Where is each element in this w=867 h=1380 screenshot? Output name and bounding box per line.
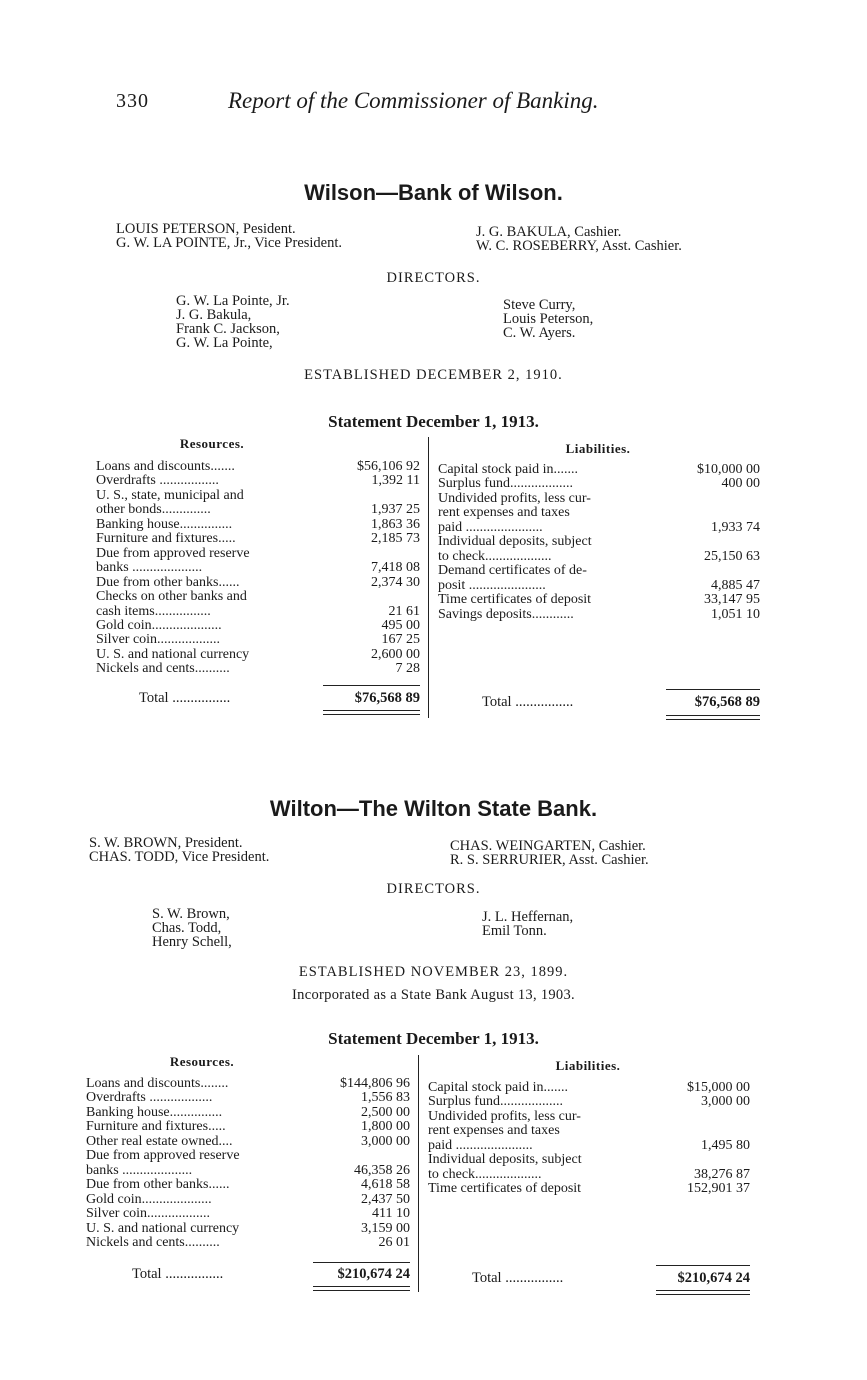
ledger-label: Demand certificates of de-	[438, 563, 587, 579]
ledger-row	[96, 518, 420, 532]
ledger-amount: $10,000 00	[697, 462, 760, 477]
running-head	[0, 88, 867, 118]
double-rule	[656, 1294, 750, 1295]
ledger-label: Overdrafts ..................	[86, 1090, 213, 1106]
ledger-label: Capital stock paid in.......	[428, 1080, 568, 1095]
ledger-label: other bonds..............	[96, 502, 211, 518]
ledger-amount: $56,106 92	[357, 459, 420, 474]
ledger-label: Due from other banks......	[86, 1177, 230, 1193]
resources-total	[132, 1266, 410, 1282]
ledger-amount: 1,937 25	[371, 502, 420, 518]
ledger-label: Savings deposits............	[438, 606, 574, 622]
incorporated-line: Incorporated as a State Bank August 13, 1903.	[292, 987, 575, 1003]
ledger-label: Time certificates of deposit	[428, 1181, 582, 1197]
ledger-label: to check...................	[438, 548, 552, 564]
resources-heading: Resources.	[169, 1054, 235, 1069]
established-line: ESTABLISHED DECEMBER 2, 1910.	[304, 367, 563, 383]
ledger-amount: 1,800 00	[361, 1119, 410, 1135]
ledger-row	[428, 1095, 750, 1109]
ledger-row	[86, 1207, 410, 1221]
director: G. W. La Pointe, Jr.	[176, 293, 290, 309]
ledger-row	[438, 477, 760, 491]
ledger-amount: 411 10	[372, 1206, 410, 1222]
ledger-amount: 495 00	[381, 617, 420, 633]
ledger-amount: 167 25	[381, 632, 420, 648]
ledger-row	[86, 1222, 410, 1236]
bank-title: Wilson—Bank of Wilson.	[304, 180, 563, 205]
ledger-row	[438, 492, 760, 506]
liabilities-total	[482, 694, 760, 710]
ledger-label: Time certificates of deposit	[438, 592, 592, 608]
liabilities-total	[472, 1270, 750, 1286]
ledger-amount: $144,806 96	[340, 1076, 410, 1091]
officer-cashier: J. G. BAKULA, Cashier.	[476, 224, 622, 240]
ledger-amount: 3,000 00	[361, 1133, 410, 1149]
ledger-row	[96, 633, 420, 647]
ledger-amount: 1,495 80	[701, 1137, 750, 1153]
ledger-row	[86, 1091, 410, 1105]
ledger-label: Due from approved reserve	[96, 545, 250, 561]
ledger-row	[438, 506, 760, 520]
ledger-label: Gold coin....................	[96, 617, 222, 633]
ledger-label: banks ....................	[86, 1162, 193, 1178]
ledger-label: U. S. and national currency	[86, 1220, 240, 1236]
ledger-label: Surplus fund..................	[438, 476, 573, 492]
ledger-amount: 1,392 11	[371, 473, 420, 489]
ledger-amount: 7 28	[395, 661, 420, 677]
ledger-row	[96, 648, 420, 662]
ledger-label: Furniture and fixtures.....	[96, 531, 236, 547]
liabilities-heading: Liabilities.	[555, 1058, 621, 1073]
ledger-label: Nickels and cents..........	[86, 1234, 220, 1250]
ledger-row	[438, 521, 760, 535]
rule	[323, 685, 420, 686]
ledger-label: Furniture and fixtures.....	[86, 1119, 226, 1135]
double-rule	[656, 1290, 750, 1291]
ledger-row	[428, 1081, 750, 1095]
ledger-label: Checks on other banks and	[96, 589, 247, 605]
rule	[656, 1265, 750, 1266]
officer-president: S. W. BROWN, President.	[89, 835, 243, 851]
ledger-amount: 25,150 63	[704, 548, 760, 564]
ledger-row	[428, 1182, 750, 1196]
resources-heading: Resources.	[179, 436, 245, 451]
ledger-amount: 21 61	[388, 603, 420, 619]
column-divider	[418, 1055, 419, 1292]
total-label: Total ................	[472, 1270, 564, 1286]
ledger-amount: 4,618 58	[361, 1177, 410, 1193]
ledger-label: Banking house...............	[96, 516, 233, 532]
running-title: Report of the Commissioner of Banking.	[228, 88, 599, 113]
ledger-amount: 1,933 74	[711, 519, 760, 535]
ledger-row	[96, 489, 420, 503]
total-label: Total ................	[139, 690, 231, 706]
ledger-amount: 152,901 37	[687, 1181, 750, 1197]
director: Louis Peterson,	[503, 311, 594, 327]
director: S. W. Brown,	[152, 906, 230, 922]
ledger-label: Individual deposits, subject	[428, 1152, 582, 1168]
officer-vice-president: CHAS. TODD, Vice President.	[89, 849, 270, 865]
ledger-row	[96, 590, 420, 604]
ledger-row	[428, 1124, 750, 1138]
officer-president: LOUIS PETERSON, Pesident.	[116, 221, 296, 237]
established-line: ESTABLISHED NOVEMBER 23, 1899.	[298, 964, 569, 980]
ledger-label: Undivided profits, less cur-	[438, 490, 591, 506]
ledger-label: Individual deposits, subject	[438, 534, 592, 550]
ledger-amount: 2,185 73	[371, 531, 420, 547]
ledger-label: Other real estate owned....	[86, 1133, 233, 1149]
ledger-label: Loans and discounts........	[86, 1076, 229, 1091]
double-rule	[313, 1286, 410, 1287]
ledger-row	[86, 1164, 410, 1178]
ledger-row	[96, 605, 420, 619]
total-amount: $76,568 89	[354, 690, 420, 706]
ledger-label: Gold coin....................	[86, 1191, 212, 1207]
ledger-amount: 2,500 00	[361, 1104, 410, 1120]
ledger-row	[438, 463, 760, 477]
ledger-amount: 3,000 00	[701, 1094, 750, 1110]
ledger-row	[438, 608, 760, 622]
ledger-row	[428, 1153, 750, 1167]
ledger-label: Undivided profits, less cur-	[428, 1108, 581, 1124]
director: Chas. Todd,	[152, 920, 222, 936]
ledger-amount: 4,885 47	[711, 577, 760, 593]
ledger-label: U. S. and national currency	[96, 646, 250, 662]
ledger-label: Silver coin..................	[96, 632, 221, 648]
ledger-row	[86, 1193, 410, 1207]
ledger-row	[428, 1110, 750, 1124]
ledger-row	[96, 460, 420, 474]
ledger-label: banks ....................	[96, 560, 203, 576]
ledger-row	[438, 593, 760, 607]
director: C. W. Ayers.	[503, 325, 576, 341]
director: Henry Schell,	[152, 934, 232, 950]
directors-heading: DIRECTORS.	[386, 270, 481, 286]
page-number: 330	[116, 90, 149, 112]
ledger-row	[86, 1149, 410, 1163]
ledger-amount: 400 00	[721, 476, 760, 492]
double-rule	[666, 715, 760, 716]
ledger-row	[86, 1077, 410, 1091]
ledger-label: Loans and discounts.......	[96, 459, 235, 474]
officer-vice-president: G. W. LA POINTE, Jr., Vice President.	[116, 235, 343, 251]
ledger-row	[86, 1120, 410, 1134]
total-amount: $210,674 24	[337, 1266, 410, 1282]
ledger-row	[86, 1236, 410, 1250]
ledger-row	[428, 1168, 750, 1182]
statement-title: Statement December 1, 1913.	[328, 412, 539, 431]
officer-cashier: CHAS. WEINGARTEN, Cashier.	[450, 838, 646, 854]
resources-total	[139, 690, 420, 706]
directors-heading: DIRECTORS.	[386, 881, 481, 897]
ledger-row	[96, 619, 420, 633]
double-rule	[313, 1290, 410, 1291]
ledger-label: Due from approved reserve	[86, 1148, 240, 1164]
double-rule	[323, 714, 420, 715]
officer-asst-cashier: W. C. ROSEBERRY, Asst. Cashier.	[476, 238, 682, 254]
total-label: Total ................	[482, 694, 574, 710]
ledger-amount: 1,556 83	[361, 1090, 410, 1106]
ledger-row	[438, 550, 760, 564]
ledger-row	[438, 579, 760, 593]
ledger-row	[96, 532, 420, 546]
ledger-amount: 7,418 08	[371, 560, 420, 576]
director: Steve Curry,	[503, 297, 576, 313]
officer-asst-cashier: R. S. SERRURIER, Asst. Cashier.	[450, 852, 649, 868]
ledger-label: Capital stock paid in.......	[438, 462, 578, 477]
ledger-label: paid ......................	[428, 1137, 533, 1153]
director: Frank C. Jackson,	[176, 321, 280, 337]
statement-title: Statement December 1, 1913.	[328, 1029, 539, 1048]
director: G. W. La Pointe,	[176, 335, 273, 351]
ledger-label: rent expenses and taxes	[438, 505, 570, 521]
ledger-label: to check...................	[428, 1166, 542, 1182]
ledger-amount: 1,051 10	[711, 606, 760, 622]
ledger-label: posit ......................	[438, 577, 546, 593]
ledger-label: U. S., state, municipal and	[96, 487, 244, 503]
ledger-row	[96, 503, 420, 517]
ledger-row	[96, 662, 420, 676]
ledger-row	[96, 576, 420, 590]
ledger-row	[96, 561, 420, 575]
double-rule	[666, 719, 760, 720]
ledger-amount: 3,159 00	[361, 1220, 410, 1236]
total-amount: $210,674 24	[677, 1270, 750, 1286]
ledger-label: Overdrafts .................	[96, 473, 219, 489]
ledger-label: Due from other banks......	[96, 574, 240, 590]
ledger-amount: 38,276 87	[694, 1166, 750, 1182]
ledger-label: rent expenses and taxes	[428, 1123, 560, 1139]
total-label: Total ................	[132, 1266, 224, 1282]
director: J. L. Heffernan,	[482, 909, 574, 925]
ledger-amount: 2,374 30	[371, 574, 420, 590]
ledger-amount: 26 01	[378, 1234, 410, 1250]
ledger-label: Nickels and cents..........	[96, 661, 230, 677]
bank-title: Wilton—The Wilton State Bank.	[269, 796, 598, 821]
ledger-label: Banking house...............	[86, 1104, 223, 1120]
double-rule	[323, 710, 420, 711]
ledger-label: cash items................	[96, 603, 211, 619]
director: J. G. Bakula,	[176, 307, 252, 323]
rule	[313, 1262, 410, 1263]
ledger-amount: 1,863 36	[371, 516, 420, 532]
ledger-row	[86, 1178, 410, 1192]
ledger-amount: 2,600 00	[371, 646, 420, 662]
ledger-label: Surplus fund..................	[428, 1094, 563, 1110]
ledger-row	[86, 1106, 410, 1120]
ledger-amount: 46,358 26	[354, 1162, 410, 1178]
ledger-row	[428, 1139, 750, 1153]
column-divider	[428, 437, 429, 718]
ledger-row	[438, 535, 760, 549]
ledger-amount: $15,000 00	[687, 1080, 750, 1095]
ledger-label: Silver coin..................	[86, 1206, 211, 1222]
director: Emil Tonn.	[482, 923, 547, 939]
ledger-amount: 33,147 95	[704, 592, 760, 608]
total-amount: $76,568 89	[694, 694, 760, 710]
liabilities-heading: Liabilities.	[565, 441, 631, 456]
ledger-amount: 2,437 50	[361, 1191, 410, 1207]
ledger-row	[96, 547, 420, 561]
ledger-row	[86, 1135, 410, 1149]
ledger-row	[96, 474, 420, 488]
rule	[666, 689, 760, 690]
ledger-label: paid ......................	[438, 519, 543, 535]
ledger-row	[438, 564, 760, 578]
